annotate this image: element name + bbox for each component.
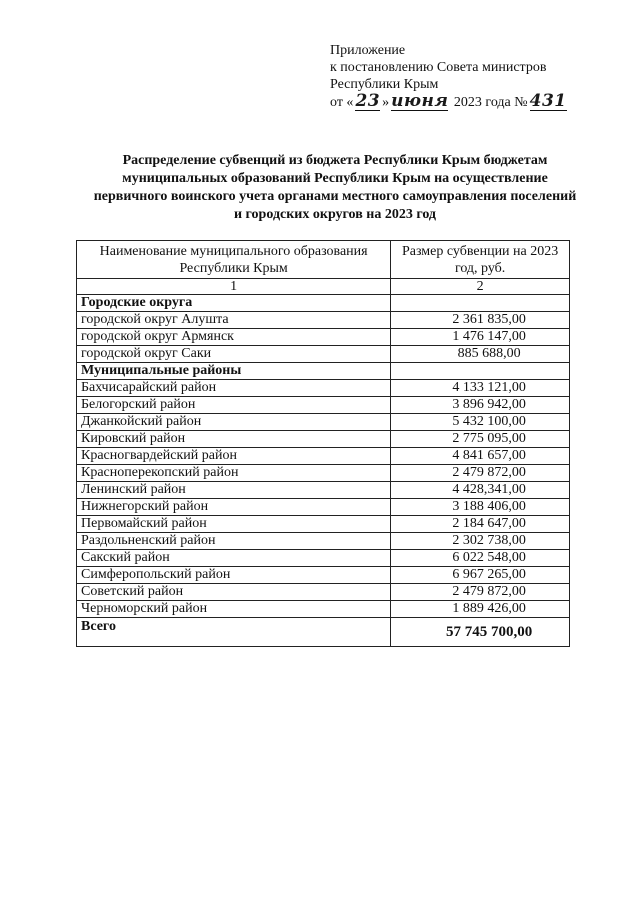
subvention-amount: 2 479 872,00 (391, 584, 570, 601)
table-row (77, 550, 570, 567)
municipality-name: Раздольненский район (77, 533, 391, 550)
header-name: Наименование муниципального образования Республики Крым (77, 241, 391, 279)
subvention-amount: 2 775 095,00 (391, 431, 570, 448)
handwritten-day: 23 (355, 91, 381, 111)
subvention-amount: 5 432 100,00 (391, 414, 570, 431)
document-title: Распределение субвенций из бюджета Республики Крым бюджетам муниципальных образований Республики Крым на осуществление первичного воинского учета органами местного самоуправления поселений и городских округов на 2023 год (93, 153, 577, 222)
subvention-amount: 3 188 406,00 (391, 499, 570, 516)
municipality-name: Советский район (77, 584, 391, 601)
table-row (77, 397, 570, 414)
section-label: Городские округа (77, 295, 391, 312)
subvention-amount: 4 841 657,00 (391, 448, 570, 465)
appendix-label: Приложение (330, 43, 406, 58)
section-empty-cell (391, 363, 570, 380)
municipality-name: Симферопольский район (77, 567, 391, 584)
municipality-name: Первомайский район (77, 516, 391, 533)
table-row (77, 329, 570, 346)
appendix-republic: Республики Крым (330, 77, 439, 92)
total-label: Всего (77, 618, 391, 647)
municipality-name: Красногвардейский район (77, 448, 391, 465)
column-number-1: 1 (77, 279, 391, 295)
header-amount: Размер субвенции на 2023 год, руб. (391, 241, 570, 279)
subvention-amount: 3 896 942,00 (391, 397, 570, 414)
handwritten-month: июня (391, 91, 449, 111)
date-separator: » (382, 95, 390, 110)
subvention-amount: 2 184 647,00 (391, 516, 570, 533)
table-row (77, 567, 570, 584)
section-empty-cell (391, 295, 570, 312)
municipality-name: городской округ Армянск (77, 329, 391, 346)
subvention-amount: 2 302 738,00 (391, 533, 570, 550)
table-row (77, 414, 570, 431)
appendix-resolution: к постановлению Совета министров (330, 60, 547, 75)
municipality-name: Черноморский район (77, 601, 391, 618)
subvention-amount: 4 428,341,00 (391, 482, 570, 499)
subvention-table (76, 240, 570, 647)
section-label: Муниципальные районы (77, 363, 391, 380)
municipality-name: городской округ Саки (77, 346, 391, 363)
section-row-urban (77, 295, 570, 312)
municipality-name: Кировский район (77, 431, 391, 448)
appendix-block (330, 42, 630, 111)
municipality-name: Белогорский район (77, 397, 391, 414)
municipality-name: городской округ Алушта (77, 312, 391, 329)
appendix-date-line (330, 93, 630, 111)
table-row (77, 533, 570, 550)
column-number-2: 2 (391, 279, 570, 295)
column-number-row (77, 279, 570, 295)
date-prefix: от « (330, 95, 354, 110)
table-row (77, 312, 570, 329)
table-row (77, 584, 570, 601)
subvention-amount: 2 479 872,00 (391, 465, 570, 482)
subvention-amount: 6 022 548,00 (391, 550, 570, 567)
table-row (77, 465, 570, 482)
table-row (77, 380, 570, 397)
handwritten-number: 431 (529, 91, 567, 111)
table-row (77, 482, 570, 499)
municipality-name: Ленинский район (77, 482, 391, 499)
table-row (77, 601, 570, 618)
table-header-row (77, 241, 570, 279)
table-row (77, 448, 570, 465)
table-row (77, 516, 570, 533)
municipality-name: Джанкойский район (77, 414, 391, 431)
table-row (77, 431, 570, 448)
table-row (77, 499, 570, 516)
subvention-amount: 1 889 426,00 (391, 601, 570, 618)
municipality-name: Сакский район (77, 550, 391, 567)
table-row (77, 346, 570, 363)
municipality-name: Бахчисарайский район (77, 380, 391, 397)
subvention-amount: 885 688,00 (391, 346, 570, 363)
total-row (77, 618, 570, 647)
table-body (77, 279, 570, 647)
section-row-districts (77, 363, 570, 380)
subvention-amount: 1 476 147,00 (391, 329, 570, 346)
subvention-amount: 4 133 121,00 (391, 380, 570, 397)
municipality-name: Красноперекопский район (77, 465, 391, 482)
total-amount: 57 745 700,00 (391, 618, 570, 647)
date-year: 2023 года № (453, 95, 528, 110)
municipality-name: Нижнегорский район (77, 499, 391, 516)
subvention-amount: 2 361 835,00 (391, 312, 570, 329)
subvention-amount: 6 967 265,00 (391, 567, 570, 584)
